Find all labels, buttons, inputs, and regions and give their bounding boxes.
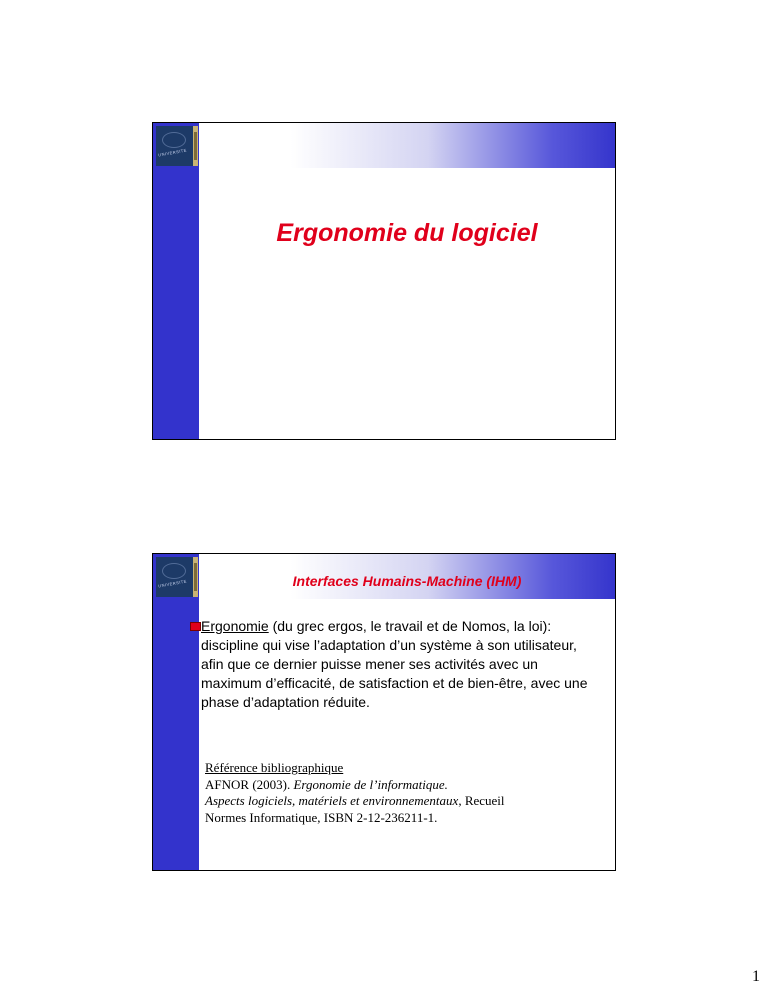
slide-title: Ergonomie du logiciel <box>276 219 538 247</box>
slide-2 <box>152 553 616 871</box>
bullet-term: Ergonomie <box>201 618 269 634</box>
university-logo-icon: UNIVERSITE <box>156 126 198 166</box>
reference-isbn: Normes Informatique, ISBN 2-12-236211-1. <box>205 809 438 825</box>
bullet-icon <box>190 622 201 631</box>
university-logo-icon: UNIVERSITE <box>156 557 198 597</box>
page-number: 1 <box>752 968 760 985</box>
slide-header-band <box>199 123 615 168</box>
slide-title: Interfaces Humains-Machine (IHM) <box>292 573 522 589</box>
slide-sidebar <box>153 123 199 439</box>
reference-heading: Référence bibliographique <box>205 760 344 775</box>
bullet-definition: (du grec ergos, le travail et de Nomos, la loi): discipline qui vise l’adaptation d’un système à son utilisateur, afin que ce dernier puisse mener ses activités avec un maximum d’efficacité, de satisfaction et de bien-être, avec une phase d’adaptation réduite. <box>201 618 588 710</box>
slide-sidebar <box>153 554 199 870</box>
reference-subtitle: Aspects logiciels, matériels et environnementaux <box>205 793 459 808</box>
reference-title: Ergonomie de l’informatique. <box>293 776 448 792</box>
reference-collection: , Recueil <box>458 793 505 808</box>
slide-1 <box>152 122 616 440</box>
bibliographic-reference <box>205 760 605 826</box>
bullet-text <box>201 617 601 712</box>
reference-author: AFNOR (2003). <box>205 776 294 792</box>
